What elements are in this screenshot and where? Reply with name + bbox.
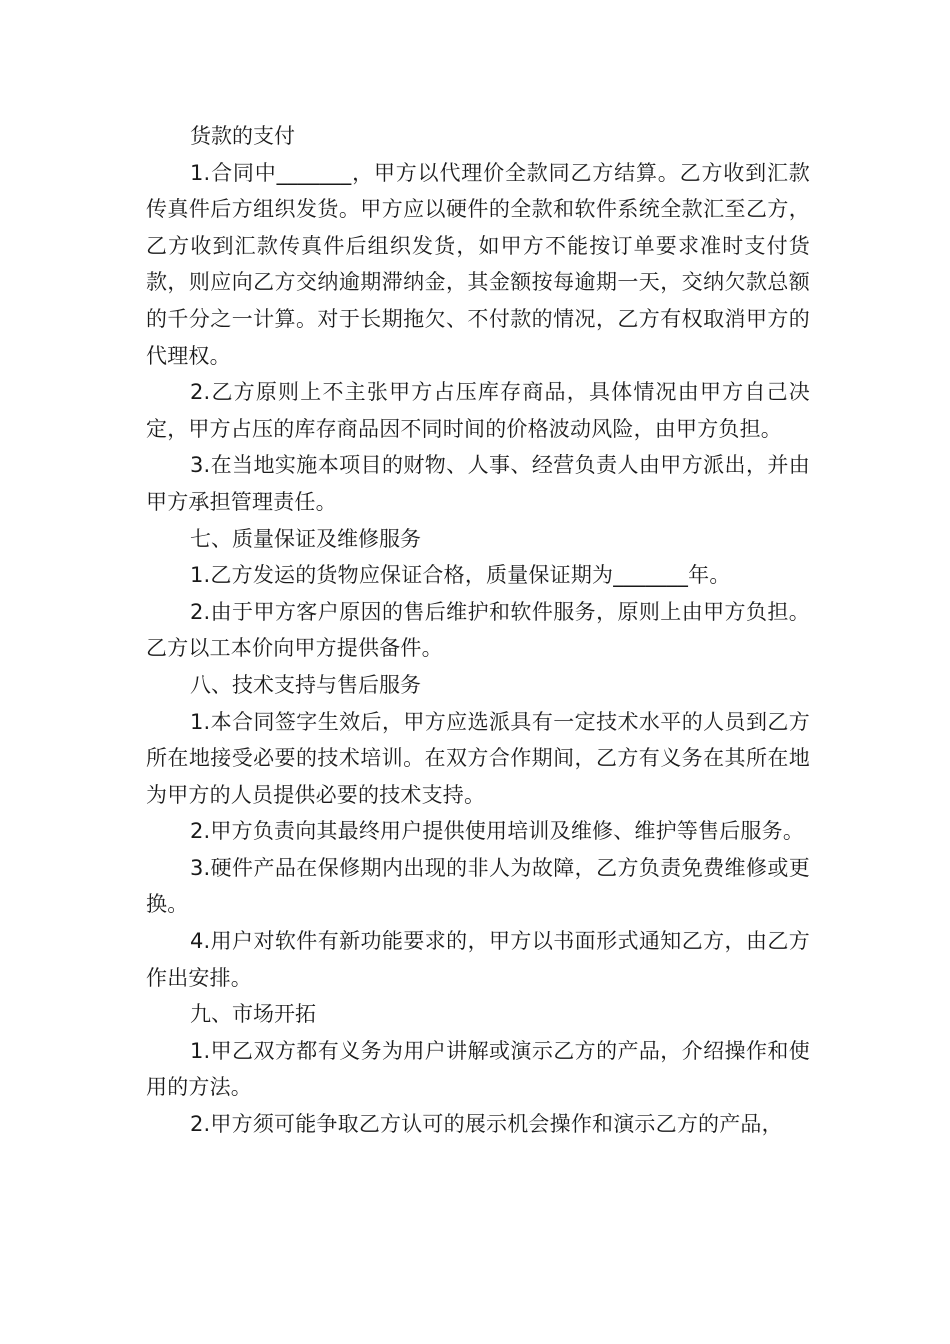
section-heading: 七、质量保证及维修服务 <box>190 526 421 551</box>
document-body <box>146 118 810 1143</box>
paragraph: 2.甲方负责向其最终用户提供使用培训及维修、维护等售后服务。 <box>190 819 805 844</box>
paragraph: 1.本合同签字生效后，甲方应选派具有一定技术水平的人员到乙方所在地接受必要的技术培训。在双方合作期间，乙方有义务在其所在地为甲方的人员提供必要的技术支持。 <box>146 709 810 807</box>
paragraph: 1.甲乙双方都有义务为用户讲解或演示乙方的产品，介绍操作和使用的方法。 <box>146 1038 810 1100</box>
paragraph: 1.合同中_______，甲方以代理价全款同乙方结算。乙方收到汇款传真件后方组织发货。甲方应以硬件的全款和软件系统全款汇至乙方，乙方收到汇款传真件后组织发货，如甲方不能按订单要求准时支付货款，则应向乙方交纳逾期滞纳金，其金额按每逾期一天，交纳欠款总额的千分之一计算。对于长期拖欠、不付款的情况，乙方有权取消甲方的代理权。 <box>146 160 810 368</box>
section-heading: 货款的支付 <box>190 124 295 148</box>
paragraph: 3.硬件产品在保修期内出现的非人为故障，乙方负责免费维修或更换。 <box>146 855 810 917</box>
paragraph: 3.在当地实施本项目的财物、人事、经营负责人由甲方派出，并由甲方承担管理责任。 <box>146 453 810 514</box>
paragraph: 2.由于甲方客户原因的售后维护和软件服务，原则上由甲方负担。乙方以工本价向甲方提供备件。 <box>146 599 810 661</box>
paragraph: 2.乙方原则上不主张甲方占压库存商品，具体情况由甲方自己决定，甲方占压的库存商品因不同时间的价格波动风险，由甲方负担。 <box>146 380 810 441</box>
paragraph: 1.乙方发运的货物应保证合格，质量保证期为_______年。 <box>190 563 731 588</box>
section-heading: 八、技术支持与售后服务 <box>190 672 421 697</box>
section-heading: 九、市场开拓 <box>190 1002 316 1027</box>
paragraph: 4.用户对软件有新功能要求的，甲方以书面形式通知乙方，由乙方作出安排。 <box>146 929 810 990</box>
paragraph: 2.甲方须可能争取乙方认可的展示机会操作和演示乙方的产品， <box>190 1112 783 1137</box>
